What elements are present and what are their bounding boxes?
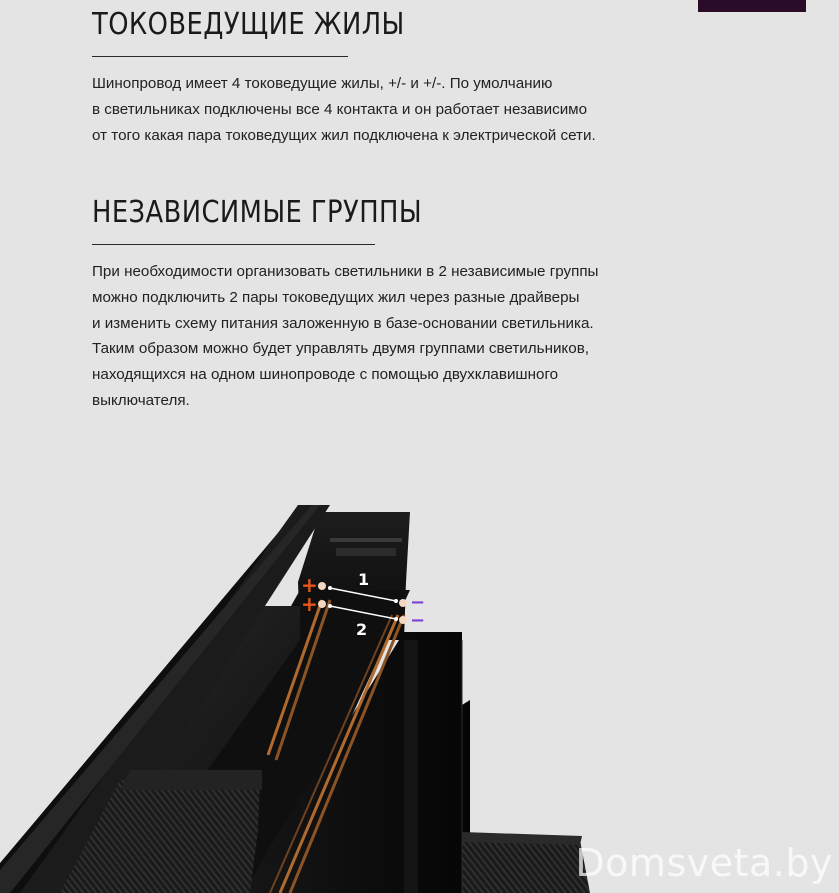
minus-marker-top: − (410, 592, 426, 613)
title-underline (92, 244, 375, 245)
track-rail-illustration (0, 480, 839, 893)
section-title: ТОКОВЕДУЩИЕ ЖИЛЫ (92, 7, 405, 42)
watermark: Domsveta.by (575, 841, 833, 885)
section-text: При необходимости организовать светильники в 2 независимые группы можно подключить 2 пары токоведущих жил через разные драйверы и изменить схему питания заложенную в базе-основании светильника. Таким образом можно будет управлять двумя группами светильников, находящихся на одном шинопроводе с помощью двухклавишного выключателя. (92, 263, 599, 409)
section-title: НЕЗАВИСИМЫЕ ГРУППЫ (92, 195, 423, 230)
title-underline (92, 56, 348, 57)
pair-label-2: 2 (356, 620, 368, 639)
section-independent-groups (92, 196, 598, 414)
corner-badge (698, 0, 806, 12)
section-current-conductors (92, 8, 596, 148)
minus-marker-bottom: − (410, 610, 426, 631)
section-text: Шинопровод имеет 4 токоведущие жилы, +/- и +/-. По умолчанию в светильниках подключены все 4 контакта и он работает независимо от того какая пара токоведущих жил подключена к электрической сети. (92, 75, 596, 144)
plus-marker-top: + (301, 573, 318, 597)
pair-label-1: 1 (358, 570, 370, 589)
plus-marker-bottom: + (301, 592, 318, 616)
